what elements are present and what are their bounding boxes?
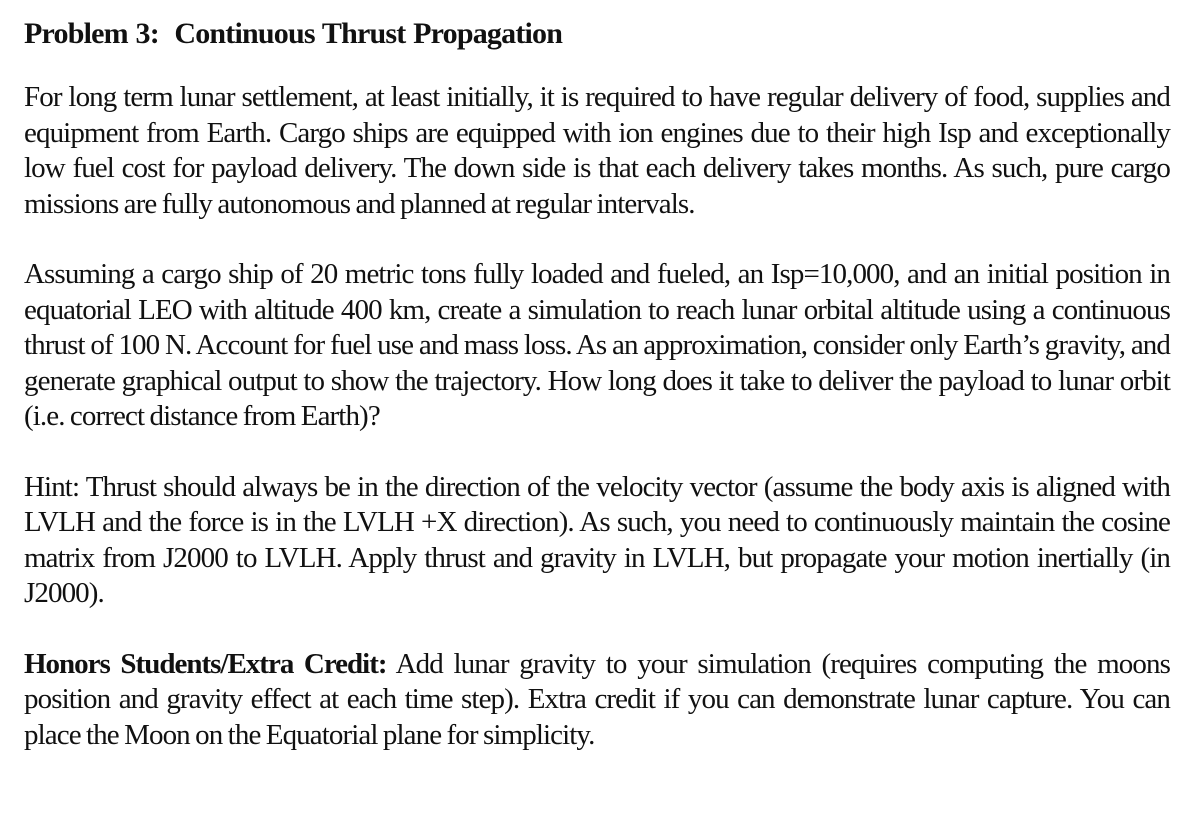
honors-text: Add lunar gravity to your simulation (requires computing the moons position and gravity effect at each time step). Extra credit if you can demonstrate lunar capture. You can place the Moon on the Equatorial plane for simplicity. bbox=[24, 647, 1170, 751]
document-page bbox=[24, 14, 1170, 753]
hint-paragraph: Hint: Thrust should always be in the direction of the velocity vector (assume the body axis is aligned with LVLH and the force is in the LVLH +X direction). As such, you need to continuously maintain the cosine matrix from J2000 to LVLH. Apply thrust and gravity in LVLH, but propagate your motion inertially (in J2000). bbox=[24, 470, 1170, 609]
intro-paragraph: For long term lunar settlement, at least initially, it is required to have regular delivery of food, supplies and equipment from Earth. Cargo ships are equipped with ion engines due to their high Isp and exceptionally low fuel cost for payload delivery. The down side is that each delivery takes months. As such, pure cargo missions are fully autonomous and planned at regular intervals. bbox=[24, 81, 1170, 220]
problem-heading: Continuous Thrust Propagation bbox=[174, 17, 563, 50]
honors-label: Honors Students/Extra Credit: bbox=[24, 647, 387, 680]
problem-title bbox=[24, 14, 1170, 54]
problem-number: Problem 3: bbox=[24, 17, 159, 50]
assignment-paragraph: Assuming a cargo ship of 20 metric tons fully loaded and fueled, an Isp=10,000, and an initial position in equatorial LEO with altitude 400 km, create a simulation to reach lunar orbital altitude using a continuous thrust of 100 N. Account for fuel use and mass loss. As an approximation, consider only Earth’s gravity, and generate graphical output to show the trajectory. How long does it take to deliver the payload to lunar orbit (i.e. correct distance from Earth)? bbox=[24, 258, 1170, 432]
honors-paragraph bbox=[24, 647, 1170, 754]
